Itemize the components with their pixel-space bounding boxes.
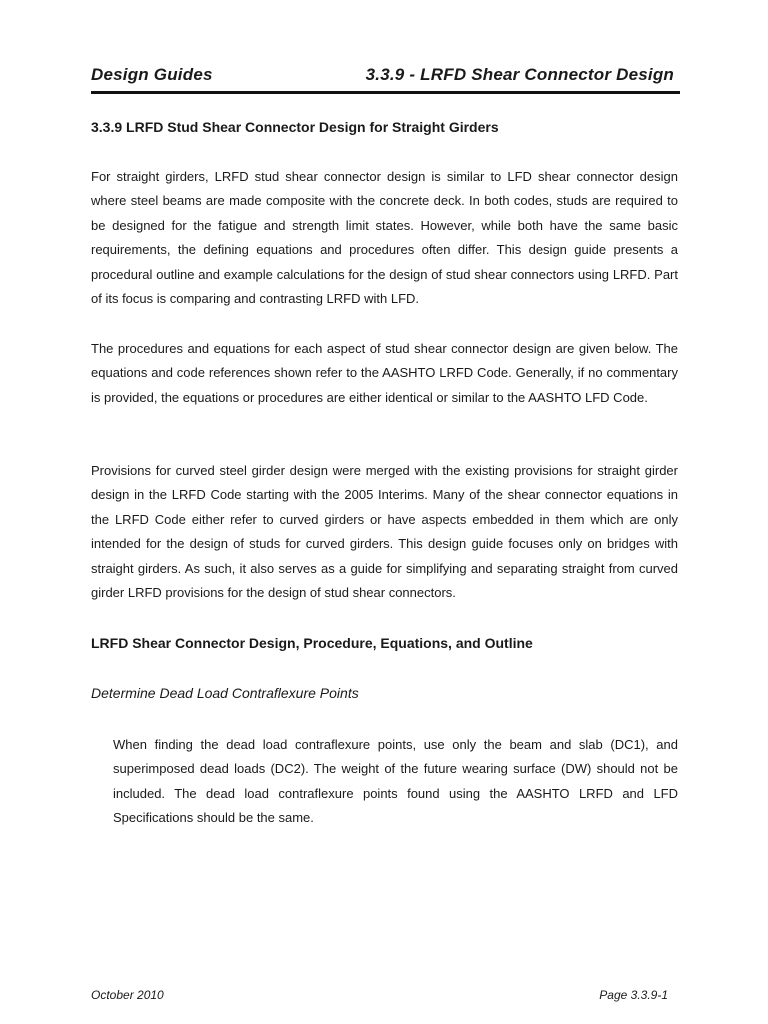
paragraph-intro: For straight girders, LRFD stud shear connector design is similar to LFD shear connector design where steel beams are made composite with the concrete deck. In both codes, studs are required to be designed for the fatigue and strength limit states. However, while both have the same basic requirements, the defining equations and procedures often differ. This design guide presents a procedural outline and example calculations for the design of stud shear connectors using LRFD. Part of its focus is comparing and contrasting LRFD with LFD. [91, 169, 678, 307]
paragraph-curved-girders: Provisions for curved steel girder design were merged with the existing provisions for straight girder design in the LRFD Code starting with the 2005 Interims. Many of the shear connector equations in the LRFD Code either refer to curved girders or have aspects embedded in them which are only intended for the design of studs for curved girders. This design guide focuses only on bridges with straight girders. As such, it also serves as a guide for simplifying and separating straight from curved girder LRFD provisions for the design of stud shear connectors. [91, 463, 678, 601]
header-section-title: 3.3.9 - LRFD Shear Connector Design [365, 65, 674, 84]
paragraph-dead-load: When finding the dead load contraflexure points, use only the beam and slab (DC1), and superimposed dead loads (DC2). The weight of the future wearing surface (DW) should not be included. The dead load contraflexure points found using the AASHTO LRFD and LFD Specifications should be the same. [113, 737, 678, 826]
step-heading: Determine Dead Load Contraflexure Points [91, 685, 359, 701]
section-title: 3.3.9 LRFD Stud Shear Connector Design for Straight Girders [91, 119, 499, 135]
header-guide-title: Design Guides [91, 65, 213, 84]
subsection-title: LRFD Shear Connector Design, Procedure, Equations, and Outline [91, 635, 533, 651]
footer-page-number: Page 3.3.9-1 [599, 988, 668, 1002]
footer-date: October 2010 [91, 988, 164, 1002]
page-header [91, 63, 680, 94]
paragraph-procedures: The procedures and equations for each aspect of stud shear connector design are given below. The equations and code references shown refer to the AASHTO LRFD Code. Generally, if no commentary is provided, the equations or procedures are either identical or similar to the AASHTO LFD Code. [91, 341, 678, 405]
